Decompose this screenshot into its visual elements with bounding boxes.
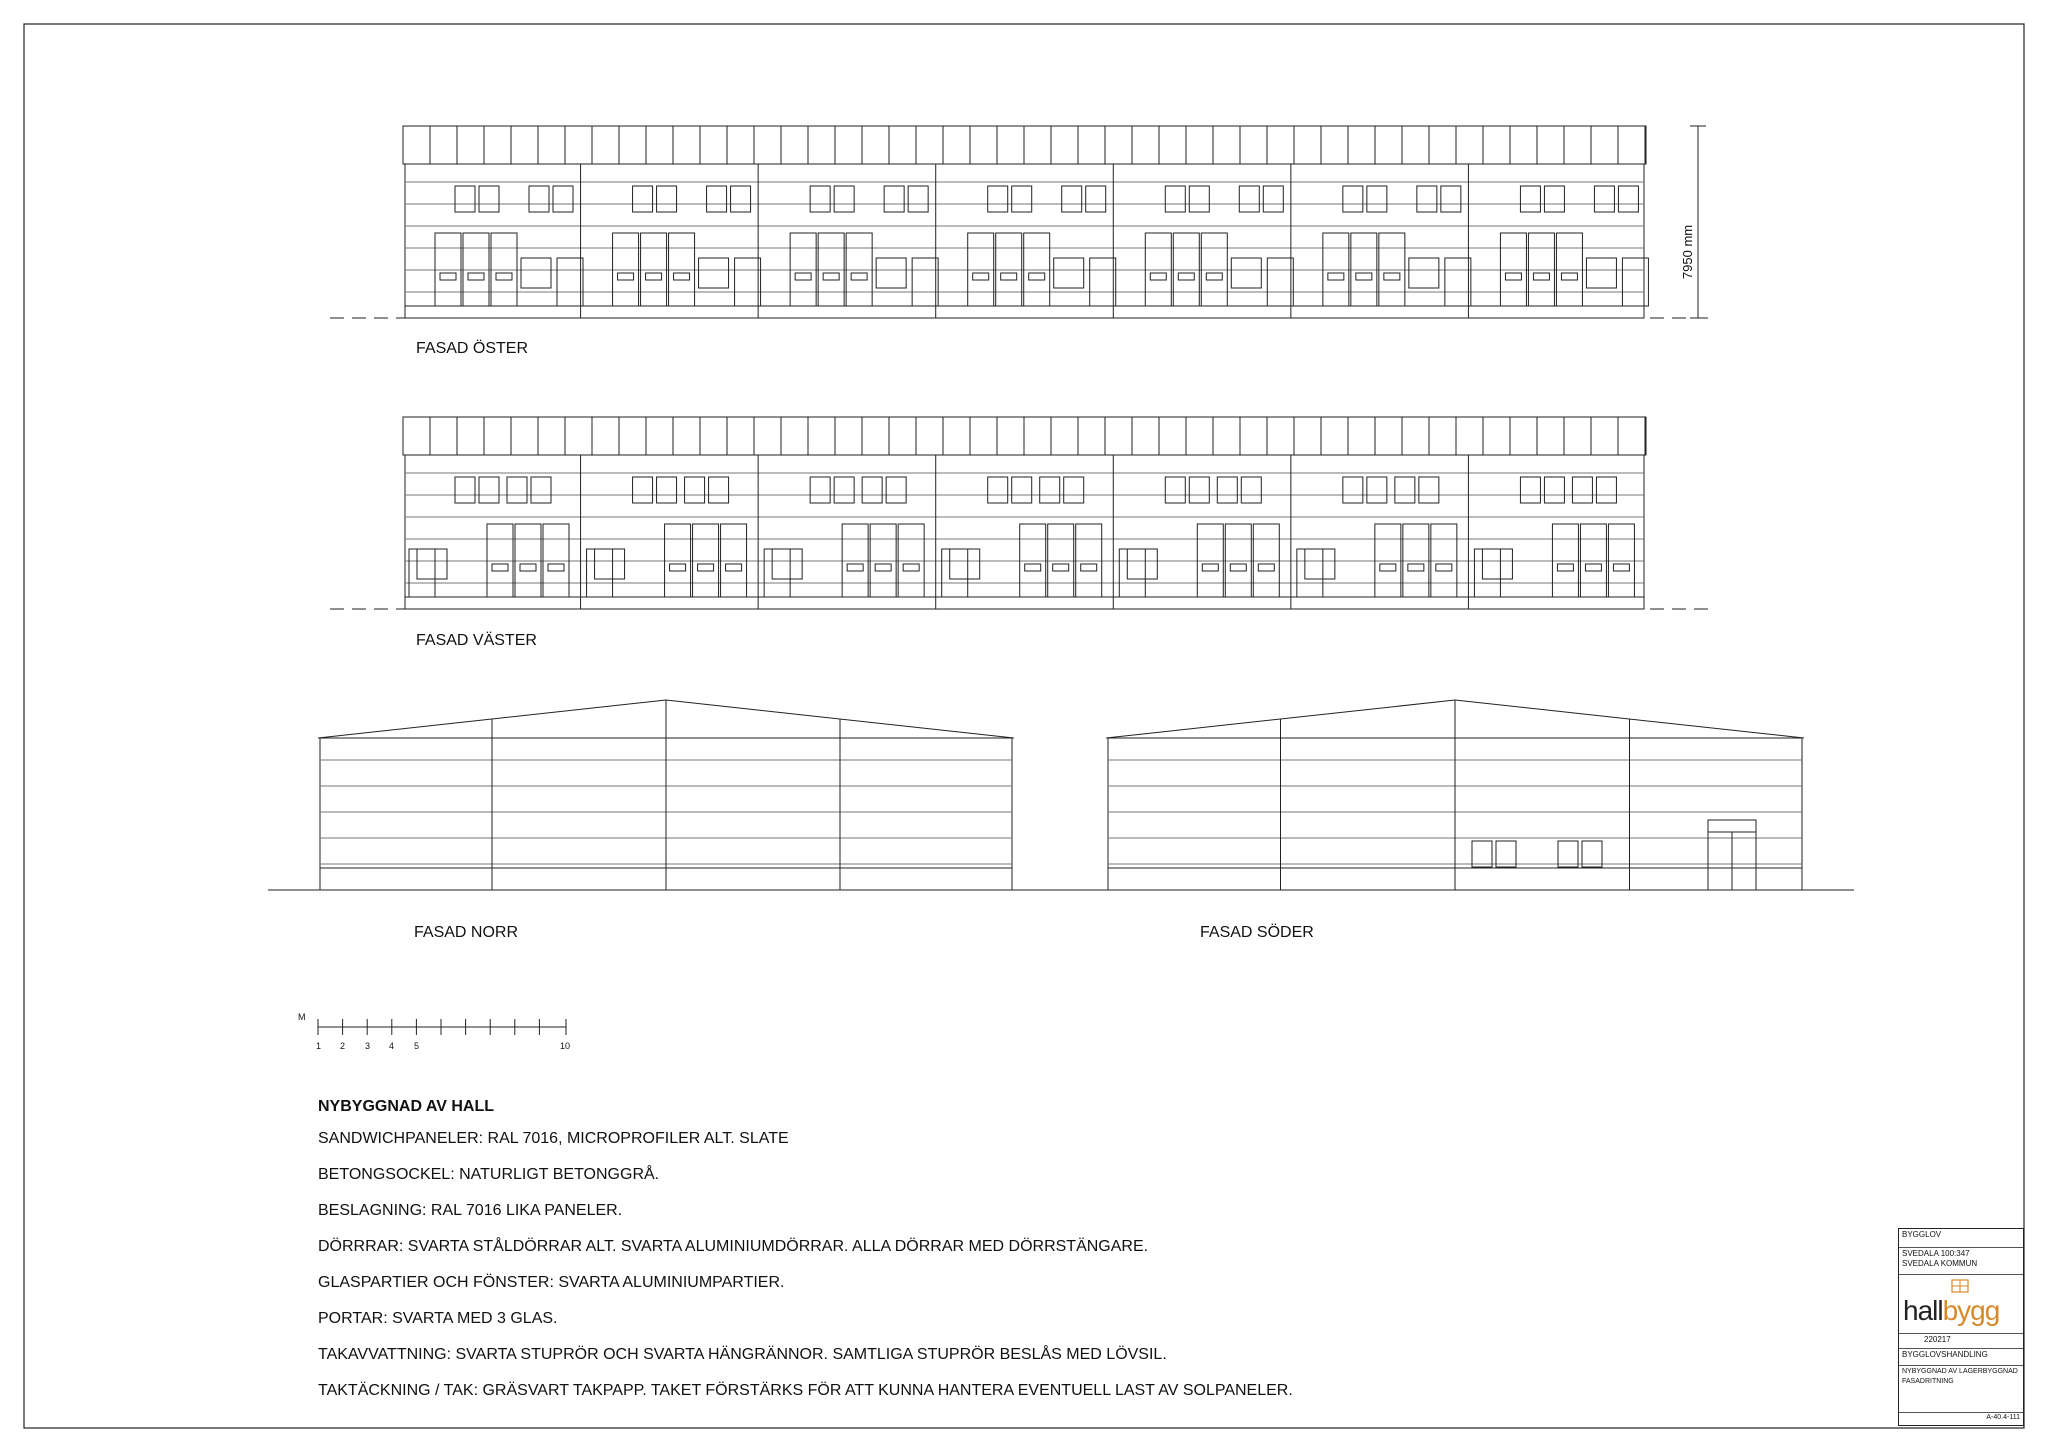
door-glass — [795, 273, 811, 280]
window — [1012, 186, 1032, 212]
logo-wordmark — [1903, 1295, 1999, 1327]
window — [1239, 186, 1259, 212]
window — [707, 186, 727, 212]
tb-property-block — [1899, 1248, 2023, 1275]
note-line: TAKTÄCKNING / TAK: GRÄSVART TAKPAPP. TAKET FÖRSTÄRKS FÖR ATT KUNNA HANTERA EVENTUELL LAST AV SOLPANELER. — [318, 1382, 1293, 1399]
window — [1086, 186, 1106, 212]
door-glass — [440, 273, 456, 280]
window — [529, 186, 549, 212]
window — [1441, 186, 1461, 212]
tb-drawing: FASADRITNING — [1902, 1378, 1954, 1385]
door-glass — [1505, 273, 1521, 280]
door-glass — [1258, 564, 1274, 571]
door-glass — [847, 564, 863, 571]
logo-text-hall: hall — [1903, 1295, 1943, 1326]
door-glass — [1380, 564, 1396, 571]
facade-east-label: FASAD ÖSTER — [416, 340, 529, 357]
window — [1012, 477, 1032, 503]
door — [587, 549, 613, 597]
height-dimension-label: 7950 mm — [1680, 224, 1695, 280]
door-glass — [1001, 273, 1017, 280]
door-glass — [1384, 273, 1400, 280]
window — [1544, 186, 1564, 212]
window — [1409, 258, 1439, 288]
window — [908, 186, 928, 212]
window — [810, 186, 830, 212]
window — [531, 477, 551, 503]
window — [455, 477, 475, 503]
window — [1189, 477, 1209, 503]
south-facade-drawing — [1056, 700, 1854, 890]
window — [1417, 186, 1437, 212]
window — [950, 549, 980, 579]
note-line: BETONGSOCKEL: NATURLIGT BETONGGRÅ. — [318, 1166, 660, 1183]
window — [876, 258, 906, 288]
door — [1445, 258, 1471, 306]
logo-text-bygg: bygg — [1942, 1295, 2000, 1326]
door-glass — [520, 564, 536, 571]
window — [1496, 841, 1516, 867]
door-glass — [618, 273, 634, 280]
window — [521, 258, 551, 288]
scale-tick-10: 10 — [560, 1041, 571, 1051]
door — [1267, 258, 1293, 306]
note-line: BESLAGNING: RAL 7016 LIKA PANELER. — [318, 1202, 623, 1219]
door-glass — [492, 564, 508, 571]
west-facade-drawing — [330, 417, 1715, 609]
window — [709, 477, 729, 503]
tb-property: SVEDALA 100:347 — [1902, 1249, 1970, 1258]
window — [1419, 477, 1439, 503]
note-line: PORTAR: SVARTA MED 3 GLAS. — [318, 1310, 558, 1327]
door-glass — [698, 564, 714, 571]
facade-north-label: FASAD NORR — [414, 924, 519, 941]
door — [1119, 549, 1145, 597]
window — [1165, 477, 1185, 503]
tb-drawing-no: A-40.4-111 — [1986, 1414, 2020, 1421]
note-line: TAKAVVATTNING: SVARTA STUPRÖR OCH SVARTA HÄNGRÄNNOR. SAMTLIGA STUPRÖR BESLÅS MED LÖVSIL. — [318, 1346, 1167, 1363]
door-glass — [1557, 564, 1573, 571]
door-glass — [1150, 273, 1166, 280]
facade-wall — [405, 164, 1644, 318]
window — [685, 477, 705, 503]
window — [1520, 477, 1540, 503]
window — [1231, 258, 1261, 288]
window — [1520, 186, 1540, 212]
door-glass — [646, 273, 662, 280]
tb-municipality: SVEDALA KOMMUN — [1902, 1259, 1978, 1268]
tb-project: NYBYGGNAD AV LAGERBYGGNAD — [1902, 1368, 2018, 1375]
window — [884, 186, 904, 212]
door-glass — [851, 273, 867, 280]
tb-project-block — [1899, 1366, 2023, 1413]
scale-bar — [318, 1019, 566, 1035]
window — [633, 477, 653, 503]
facade-west-label: FASAD VÄSTER — [416, 632, 537, 649]
tb-document-type: BYGGLOVSHANDLING — [1899, 1349, 2023, 1366]
door — [1090, 258, 1116, 306]
notes-title: NYBYGGNAD AV HALL — [318, 1098, 494, 1115]
window — [1367, 477, 1387, 503]
note-line: DÖRRRAR: SVARTA STÅLDÖRRAR ALT. SVARTA ALUMINIUMDÖRRAR. ALLA DÖRRAR MED DÖRRSTÄNGARE. — [318, 1238, 1149, 1255]
window — [1395, 477, 1415, 503]
door-glass — [1328, 273, 1344, 280]
door-glass — [973, 273, 989, 280]
door-glass — [1585, 564, 1601, 571]
window — [1472, 841, 1492, 867]
door-glass — [1206, 273, 1222, 280]
door — [409, 549, 435, 597]
window — [1572, 477, 1592, 503]
window — [834, 186, 854, 212]
window — [455, 186, 475, 212]
tb-date-row — [1899, 1334, 2023, 1349]
window — [1482, 549, 1512, 579]
door — [1474, 549, 1500, 597]
window — [834, 477, 854, 503]
window — [1618, 186, 1638, 212]
window — [417, 549, 447, 579]
logo-mark-icon — [1949, 1277, 1971, 1295]
window — [699, 258, 729, 288]
door-glass — [670, 564, 686, 571]
window — [1305, 549, 1335, 579]
window — [1127, 549, 1157, 579]
facade-wall — [405, 455, 1644, 609]
window — [595, 549, 625, 579]
door — [912, 258, 938, 306]
door-glass — [1025, 564, 1041, 571]
door-glass — [1436, 564, 1452, 571]
door-glass — [726, 564, 742, 571]
door-glass — [1561, 273, 1577, 280]
door — [1622, 258, 1648, 306]
door — [1297, 549, 1323, 597]
window — [507, 477, 527, 503]
general-notes — [318, 1098, 1818, 1418]
window — [657, 477, 677, 503]
door — [735, 258, 761, 306]
scale-tick-2: 2 — [340, 1041, 346, 1051]
window — [1064, 477, 1084, 503]
window — [988, 477, 1008, 503]
window — [886, 477, 906, 503]
window — [1062, 186, 1082, 212]
scale-tick-5: 5 — [414, 1041, 420, 1051]
door-glass — [1081, 564, 1097, 571]
door-glass — [1230, 564, 1246, 571]
window — [1558, 841, 1578, 867]
door-glass — [468, 273, 484, 280]
tb-stage: BYGGLOV — [1899, 1229, 2023, 1248]
window — [479, 186, 499, 212]
window — [1544, 477, 1564, 503]
window — [1596, 477, 1616, 503]
note-line: SANDWICHPANELER: RAL 7016, MICROPROFILER ALT. SLATE — [318, 1130, 789, 1147]
door-glass — [496, 273, 512, 280]
door-glass — [1029, 273, 1045, 280]
door-glass — [1202, 564, 1218, 571]
door-glass — [1053, 564, 1069, 571]
door-glass — [823, 273, 839, 280]
scale-unit: M — [298, 1012, 306, 1022]
scale-tick-3: 3 — [365, 1041, 371, 1051]
company-logo — [1899, 1275, 2023, 1334]
scale-tick-1: 1 — [316, 1041, 322, 1051]
window — [633, 186, 653, 212]
window — [1582, 841, 1602, 867]
window — [1343, 477, 1363, 503]
window — [1594, 186, 1614, 212]
window — [1367, 186, 1387, 212]
door-glass — [1408, 564, 1424, 571]
window — [1217, 477, 1237, 503]
door-glass — [875, 564, 891, 571]
window — [1165, 186, 1185, 212]
window — [1586, 258, 1616, 288]
window — [772, 549, 802, 579]
door-transom — [1708, 820, 1756, 832]
window — [657, 186, 677, 212]
window — [479, 477, 499, 503]
title-block — [1898, 1228, 2024, 1426]
north-facade-drawing — [268, 700, 1064, 890]
door-glass — [1178, 273, 1194, 280]
note-line: GLASPARTIER OCH FÖNSTER: SVARTA ALUMINIUMPARTIER. — [318, 1274, 785, 1291]
window — [731, 186, 751, 212]
window — [1343, 186, 1363, 212]
door-glass — [903, 564, 919, 571]
window — [1189, 186, 1209, 212]
door — [557, 258, 583, 306]
tb-date: 220217 — [1924, 1335, 1951, 1344]
tb-drawing-no-row — [1899, 1413, 2023, 1422]
scale-tick-4: 4 — [389, 1041, 395, 1051]
window — [1054, 258, 1084, 288]
window — [1040, 477, 1060, 503]
window — [810, 477, 830, 503]
door — [942, 549, 968, 597]
door-glass — [1613, 564, 1629, 571]
window — [1241, 477, 1261, 503]
window — [862, 477, 882, 503]
window — [553, 186, 573, 212]
door-glass — [1533, 273, 1549, 280]
door-glass — [1356, 273, 1372, 280]
door — [764, 549, 790, 597]
door-glass — [548, 564, 564, 571]
door-glass — [674, 273, 690, 280]
facade-south-label: FASAD SÖDER — [1200, 924, 1314, 941]
east-facade-drawing — [330, 126, 1715, 318]
window — [1263, 186, 1283, 212]
window — [988, 186, 1008, 212]
